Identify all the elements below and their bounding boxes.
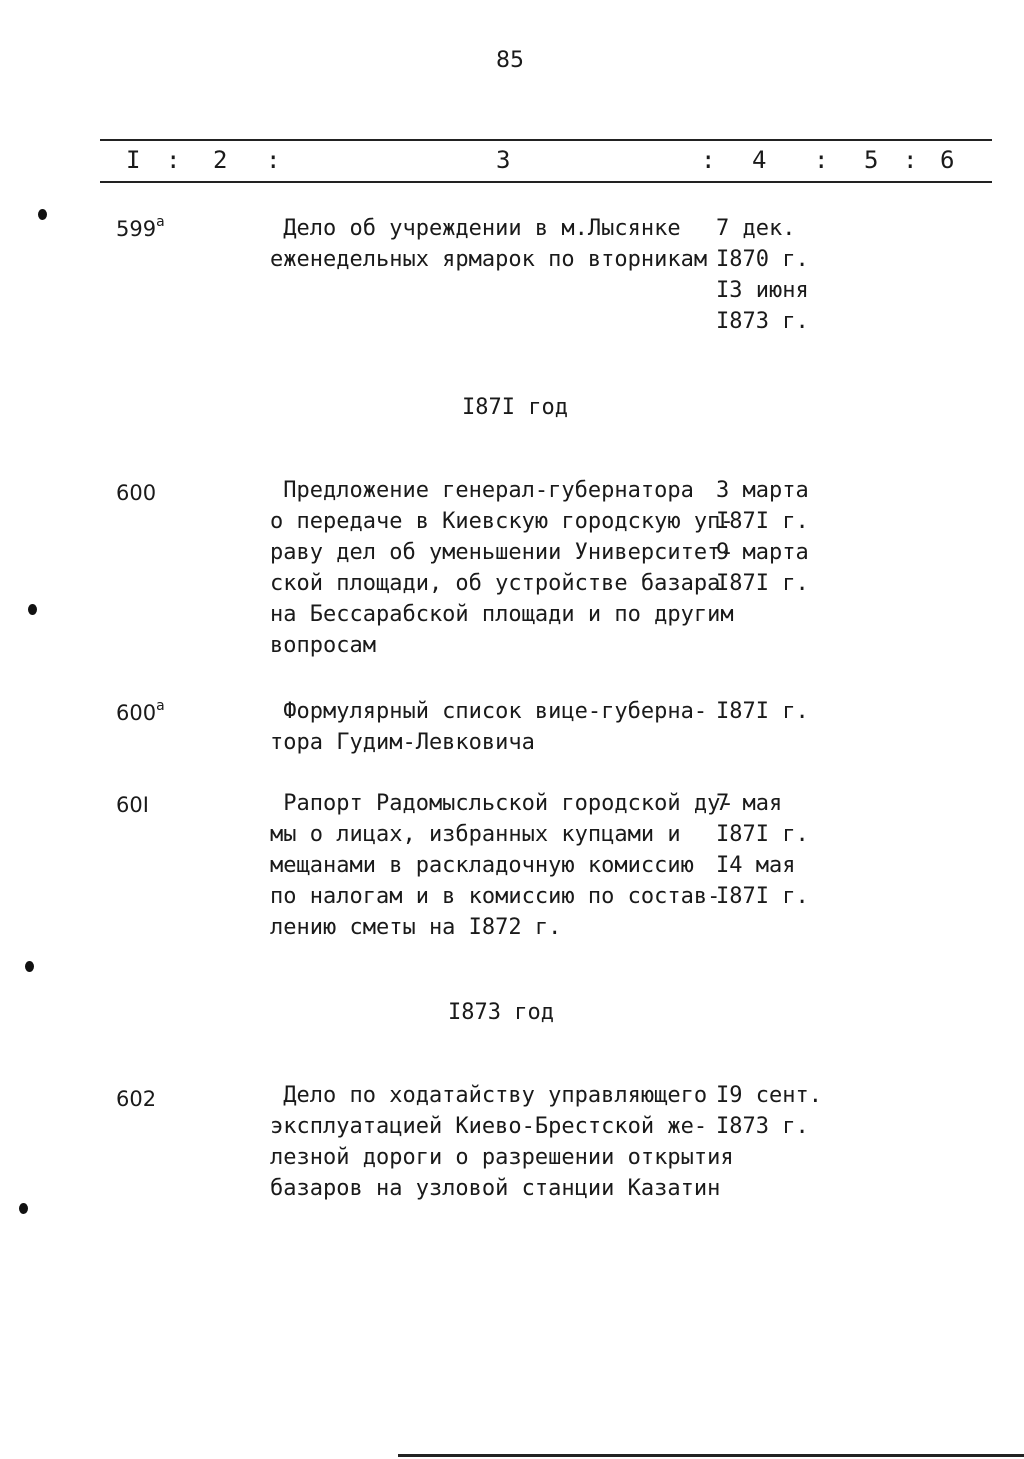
column-5-header: 5 — [864, 146, 879, 174]
entry-number: 60I — [116, 793, 149, 817]
entry-date: 7 дек. I870 г. I3 июня I873 г. — [716, 216, 809, 334]
column-separator: : — [903, 146, 918, 174]
page-number: 85 — [496, 48, 524, 73]
entry-number: $599^а$ — [116, 214, 165, 241]
column-separator: : — [814, 146, 829, 174]
binder-hole-mark — [25, 961, 34, 972]
entry-description: Дело по ходатайству управляющего эксплуатацией Киево-Брестской же- лезной дороги о разрешении открытия базаров на узловой станции Казатин — [270, 1083, 734, 1201]
entry-description: Дело об учреждении в м.Лысянке еженедельных ярмарок по вторникам — [270, 216, 708, 272]
column-separator: : — [166, 146, 181, 174]
entry-date: I87I г. — [716, 699, 809, 724]
column-6-header: 6 — [940, 146, 955, 174]
binder-hole-mark — [28, 604, 37, 615]
entry-date: 7 мая I87I г. I4 мая I87I г. — [716, 791, 809, 909]
table-header-bottom-rule — [100, 181, 992, 183]
column-2-header: 2 — [213, 146, 228, 174]
column-3-header: 3 — [496, 146, 511, 174]
binder-hole-mark — [19, 1203, 28, 1214]
entry-date: 3 марта I87I г. 9 марта I87I г. — [716, 478, 809, 596]
column-4-header: 4 — [752, 146, 767, 174]
entry-number: 602 — [116, 1087, 157, 1111]
entry-number: $600^а$ — [116, 698, 165, 725]
year-heading: I87I год — [462, 395, 568, 420]
binder-hole-mark — [38, 209, 47, 220]
entry-description: Предложение генерал-губернатора о передаче в Киевскую городскую уп- раву дел об уменьшении Университет- ской площади, об устройстве базара на Бессарабской площади и по другим вопросам — [270, 478, 734, 658]
column-1-header: I — [126, 146, 141, 174]
column-separator: : — [266, 146, 281, 174]
table-header-top-rule — [100, 139, 992, 141]
bottom-edge-line — [398, 1454, 1024, 1457]
column-separator: : — [701, 146, 716, 174]
entry-number: 600 — [116, 481, 157, 505]
entry-date: I9 сент. I873 г. — [716, 1083, 822, 1139]
entry-description: Рапорт Радомысльской городской ду- мы о лицах, избранных купцами и мещанами в раскладочную комиссию по налогам и в комиссию по состав- лению сметы на I872 г. — [270, 791, 734, 940]
entry-description: Формулярный список вице-губерна- тора Гудим-Левковича — [270, 699, 708, 755]
year-heading: I873 год — [448, 1000, 554, 1025]
